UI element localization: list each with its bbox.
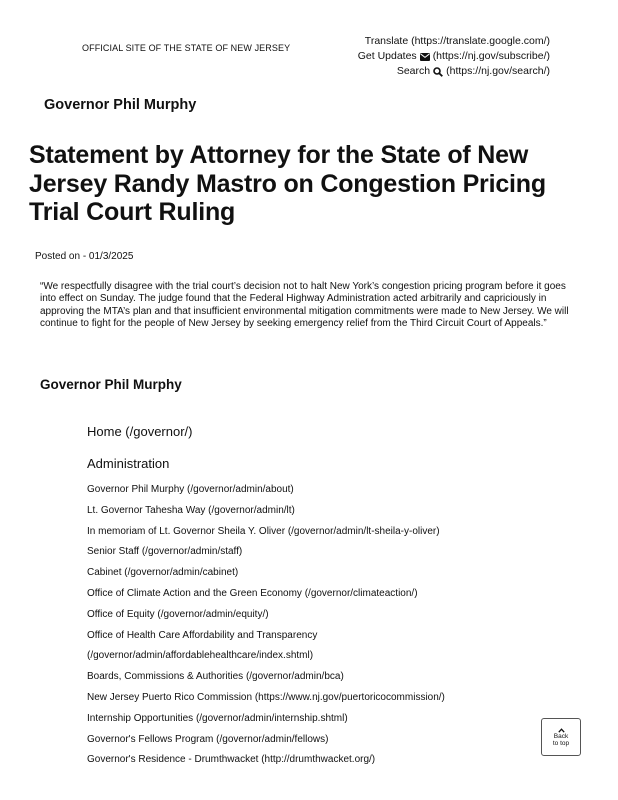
governor-site-title[interactable]: Governor Phil Murphy [44, 97, 197, 113]
administration-links [87, 480, 445, 771]
admin-link[interactable]: New Jersey Puerto Rico Commission (https://www.nj.gov/puertoricocommission/) [87, 691, 445, 703]
translate-link[interactable] [358, 34, 550, 49]
translate-label: Translate (https://translate.google.com/) [364, 35, 550, 47]
admin-link[interactable]: In memoriam of Lt. Governor Sheila Y. Oliver (/governor/admin/lt-sheila-y-oliver) [87, 525, 440, 537]
get-updates-label: Get Updates [357, 50, 417, 62]
official-site-banner: OFFICIAL SITE OF THE STATE OF NEW JERSEY [82, 43, 291, 53]
search-url: (https://nj.gov/search/) [446, 65, 550, 77]
admin-link[interactable]: Cabinet (/governor/admin/cabinet) [87, 567, 239, 579]
admin-link[interactable]: Boards, Commissions & Authorities (/governor/admin/bca) [87, 671, 344, 683]
utility-links [358, 34, 550, 79]
page-title: Statement by Attorney for the State of New Jersey Randy Mastro on Congestion Pricing Trial Court Ruling [29, 141, 546, 226]
admin-link[interactable]: Office of Health Care Affordability and Transparency [87, 629, 318, 641]
admin-link-continuation[interactable]: (/governor/admin/affordablehealthcare/index.shtml) [87, 650, 314, 662]
back-to-top-label-line1: Back [553, 732, 569, 740]
admin-link[interactable]: Office of Climate Action and the Green Economy (/governor/climateaction/) [87, 587, 418, 599]
admin-link[interactable]: Governor Phil Murphy (/governor/admin/about) [87, 484, 294, 495]
search-label: Search [396, 65, 431, 77]
get-updates-link[interactable] [358, 49, 550, 64]
back-to-top-button[interactable] [541, 718, 581, 756]
admin-link[interactable]: Governor's Fellows Program (/governor/admin/fellows) [87, 733, 329, 745]
admin-link[interactable]: Governor's Residence - Drumthwacket (http://drumthwacket.org/) [87, 754, 376, 766]
back-to-top-label-line2: to top [552, 739, 570, 747]
magnifier-icon [433, 67, 443, 77]
footer-administration-heading: Administration [87, 456, 170, 471]
admin-link[interactable]: Senior Staff (/governor/admin/staff) [87, 546, 243, 558]
get-updates-url: (https://nj.gov/subscribe/) [432, 50, 550, 62]
footer-governor-title: Governor Phil Murphy [40, 377, 182, 392]
admin-link[interactable]: Office of Equity (/governor/admin/equity/) [87, 608, 269, 620]
posted-date: Posted on - 01/3/2025 [35, 251, 134, 262]
statement-quote: “We respectfully disagree with the trial court’s decision not to halt New York’s congestion pricing program before it goes into effect on Sunday. The judge found that the Federal Highway Administration acted arbitrarily and capriciously in approving the MTA’s plan and that insufficient environmental mitigation commitments were made to New Jersey. We will continue to fight for the people of New Jersey by seeking emergency relief from the Third Circuit Court of Appeals.” [40, 281, 569, 330]
admin-link[interactable]: Lt. Governor Tahesha Way (/governor/admin/lt) [87, 504, 295, 516]
footer-home-link[interactable]: Home (/governor/) [87, 424, 193, 439]
search-link[interactable] [358, 64, 550, 79]
envelope-icon [420, 53, 430, 61]
admin-link[interactable]: Internship Opportunities (/governor/admin/internship.shtml) [87, 712, 348, 724]
